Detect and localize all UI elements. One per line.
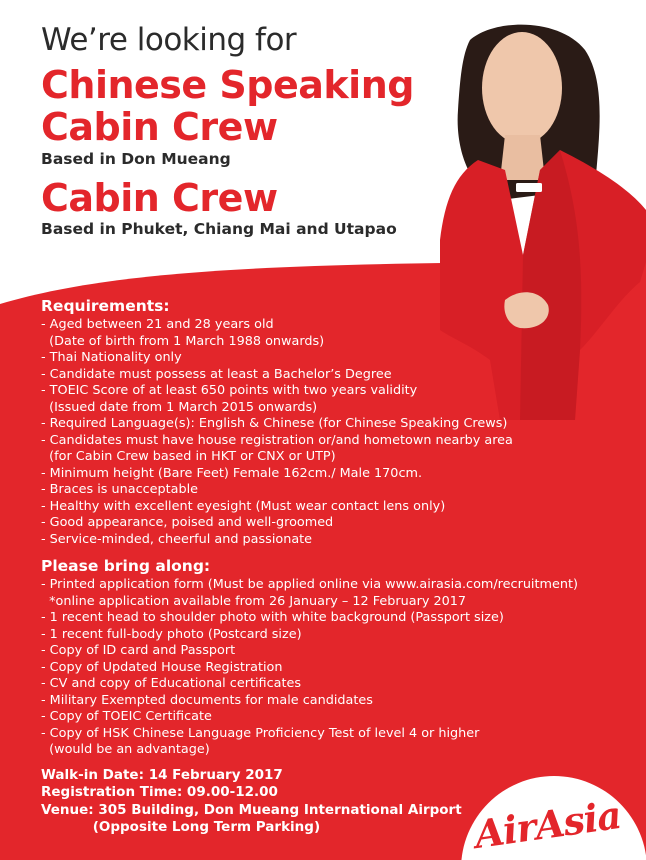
registration-time: Registration Time: 09.00-12.00 — [41, 784, 278, 800]
title-cabin-crew-2: Cabin Crew — [41, 176, 278, 220]
list-item: - Good appearance, poised and well-groomed — [41, 515, 334, 530]
list-item: - Thai Nationality only — [41, 350, 182, 365]
subtitle-phuket-chiangmai-utapao: Based in Phuket, Chiang Mai and Utapao — [41, 220, 397, 238]
name-badge — [516, 183, 542, 192]
list-item: - CV and copy of Educational certificates — [41, 676, 302, 691]
title-chinese-speaking: Chinese Speaking — [41, 63, 414, 107]
list-item: - Copy of ID card and Passport — [41, 643, 236, 658]
requirements-list — [41, 317, 601, 548]
list-item: (Date of birth from 1 March 1988 onwards) — [41, 333, 325, 349]
list-item: - Required Language(s): English & Chinese (for Chinese Speaking Crews) — [41, 416, 508, 431]
list-item: - Copy of Updated House Registration — [41, 659, 283, 675]
venue-parking-note: (Opposite Long Term Parking) — [41, 819, 321, 835]
bring-along-heading: Please bring along: — [41, 557, 211, 575]
subtitle-don-mueang: Based in Don Mueang — [41, 150, 231, 168]
bring-along-list — [41, 577, 601, 759]
list-item: - Service-minded, cheerful and passionate — [41, 531, 313, 547]
lead-text: We’re looking for — [41, 22, 297, 58]
face-shape — [482, 32, 562, 144]
neck-shape — [500, 135, 545, 180]
list-item: - Healthy with excellent eyesight (Must wear contact lens only) — [41, 498, 446, 514]
list-item: - Printed application form (Must be applied online via www.airasia.com/recruitment) — [41, 577, 578, 592]
list-item: - Candidate must possess at least a Bachelor’s Degree — [41, 366, 392, 382]
list-item: - Braces is unacceptable — [41, 482, 199, 497]
requirements-heading: Requirements: — [41, 297, 170, 315]
poster-details — [41, 296, 601, 837]
walk-in-date: Walk-in Date: 14 February 2017 — [41, 766, 283, 783]
venue-line: Venue: 305 Building, Don Mueang International Airport — [41, 801, 462, 818]
poster-heading — [41, 22, 414, 239]
list-item: *online application available from 26 January – 12 February 2017 — [41, 593, 467, 609]
list-item: - 1 recent full-body photo (Postcard size) — [41, 626, 302, 642]
title-cabin-crew-1: Cabin Crew — [41, 105, 278, 149]
list-item: - Military Exempted documents for male candidates — [41, 692, 373, 708]
list-item: - Minimum height (Bare Feet) Female 162cm./ Male 170cm. — [41, 465, 423, 481]
list-item: - Aged between 21 and 28 years old — [41, 317, 274, 332]
list-item: - Candidates must have house registration or/and hometown nearby area — [41, 432, 513, 448]
list-item: (for Cabin Crew based in HKT or CNX or UTP) — [41, 449, 336, 464]
airasia-logo: AirAsia — [471, 791, 624, 857]
list-item: (Issued date from 1 March 2015 onwards) — [41, 399, 318, 415]
list-item: - 1 recent head to shoulder photo with white background (Passport size) — [41, 610, 504, 625]
list-item: - Copy of HSK Chinese Language Proficiency Test of level 4 or higher — [41, 725, 480, 741]
list-item: - Copy of TOEIC Certificate — [41, 709, 212, 724]
list-item: (would be an advantage) — [41, 742, 210, 757]
list-item: - TOEIC Score of at least 650 points with two years validity — [41, 383, 418, 398]
